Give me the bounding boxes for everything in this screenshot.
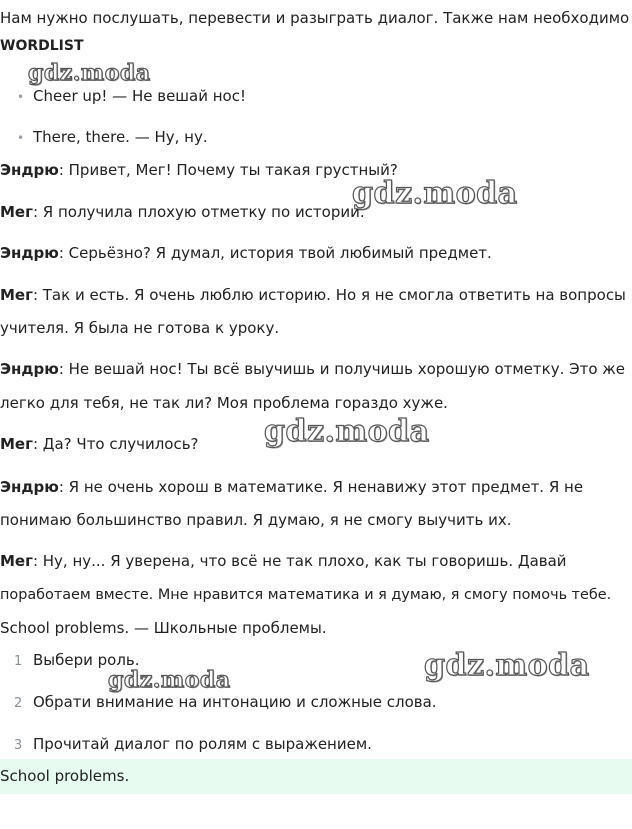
step-text: Выбери роль.	[33, 651, 140, 669]
watermark-logo: gdz.moda	[424, 648, 590, 683]
watermark-logo: gdz.moda	[108, 667, 231, 693]
bullet-icon: •	[17, 90, 25, 104]
step-number: 2	[14, 696, 23, 711]
highlight-text: School problems.	[0, 767, 130, 785]
speaker-name: Эндрю	[0, 244, 59, 262]
wordlist-item-text: There, there. — Ну, ну.	[33, 128, 208, 146]
step-number: 1	[14, 654, 23, 669]
dialogue-line: Эндрю: Серьёзно? Я думал, история твой любимый предмет.	[0, 244, 492, 262]
dialogue-text: Не вешай нос! Ты всё выучишь и получишь хорошую отметку. Это же	[68, 360, 626, 378]
wordlist-item-text: Cheer up! — Не вешай нос!	[33, 87, 246, 105]
bullet-icon: •	[17, 131, 25, 145]
speaker-name: Мег	[0, 286, 33, 304]
step-text: Прочитай диалог по ролям с выражением.	[33, 735, 372, 753]
speaker-name: Мег	[0, 435, 33, 453]
wordlist-item	[17, 86, 246, 107]
dialogue-line: Эндрю: Не вешай нос! Ты всё выучишь и получишь хорошую отметку. Это же	[0, 360, 626, 378]
dialogue-continuation: понимаю большинство правил. Я думаю, я не смогу выучить их.	[0, 511, 512, 529]
intro-text: Нам нужно послушать, перевести и разыграть диалог. Также нам необходимо	[0, 9, 630, 27]
step-item	[14, 692, 437, 714]
step-text: Обрати внимание на интонацию и сложные слова.	[33, 693, 437, 711]
speaker-name: Эндрю	[0, 161, 59, 179]
dialogue-text: Серьёзно? Я думал, история твой любимый предмет.	[68, 244, 492, 262]
step-number: 3	[14, 738, 23, 753]
step-item	[14, 734, 372, 756]
dialogue-line: Мег: Я получила плохую отметку по истории.	[0, 203, 365, 221]
dialogue-line: Эндрю: Привет, Мег! Почему ты такая грустный?	[0, 161, 398, 179]
speaker-name: Эндрю	[0, 478, 59, 496]
dialogue-text: Я получила плохую отметку по истории.	[42, 203, 365, 221]
dialogue-text: Так и есть. Я очень люблю историю. Но я не смогла ответить на вопросы	[42, 286, 626, 304]
watermark-logo: gdz.moda	[264, 414, 430, 449]
dialogue-continuation: поработаем вместе. Мне нравится математика и я думаю, я смогу помочь тебе.	[0, 587, 612, 603]
dialogue-line: Мег: Ну, ну... Я уверена, что всё не так плохо, как ты говоришь. Давай	[0, 552, 567, 570]
speaker-name: Эндрю	[0, 360, 59, 378]
translation-line: School problems. — Школьные проблемы.	[0, 619, 327, 637]
dialogue-text: Ну, ну... Я уверена, что всё не так плохо, как ты говоришь. Давай	[42, 552, 567, 570]
dialogue-line: Мег: Да? Что случилось?	[0, 435, 199, 453]
dialogue-text: Да? Что случилось?	[42, 435, 199, 453]
wordlist-item	[17, 127, 208, 148]
dialogue-text: Я не очень хорош в математике. Я ненавижу этот предмет. Я не	[68, 478, 584, 496]
watermark-logo: gdz.moda	[28, 60, 151, 86]
wordlist-heading: WORDLIST	[0, 38, 84, 54]
dialogue-continuation: учителя. Я была не готова к уроку.	[0, 319, 280, 337]
dialogue-continuation: легко для тебя, не так ли? Моя проблема гораздо хуже.	[0, 394, 448, 412]
watermark-logo: gdz.moda	[352, 176, 518, 211]
dialogue-line: Мег: Так и есть. Я очень люблю историю. Но я не смогла ответить на вопросы	[0, 286, 626, 304]
dialogue-text: Привет, Мег! Почему ты такая грустный?	[68, 161, 398, 179]
speaker-name: Мег	[0, 552, 33, 570]
speaker-name: Мег	[0, 203, 33, 221]
dialogue-line: Эндрю: Я не очень хорош в математике. Я ненавижу этот предмет. Я не	[0, 478, 584, 496]
